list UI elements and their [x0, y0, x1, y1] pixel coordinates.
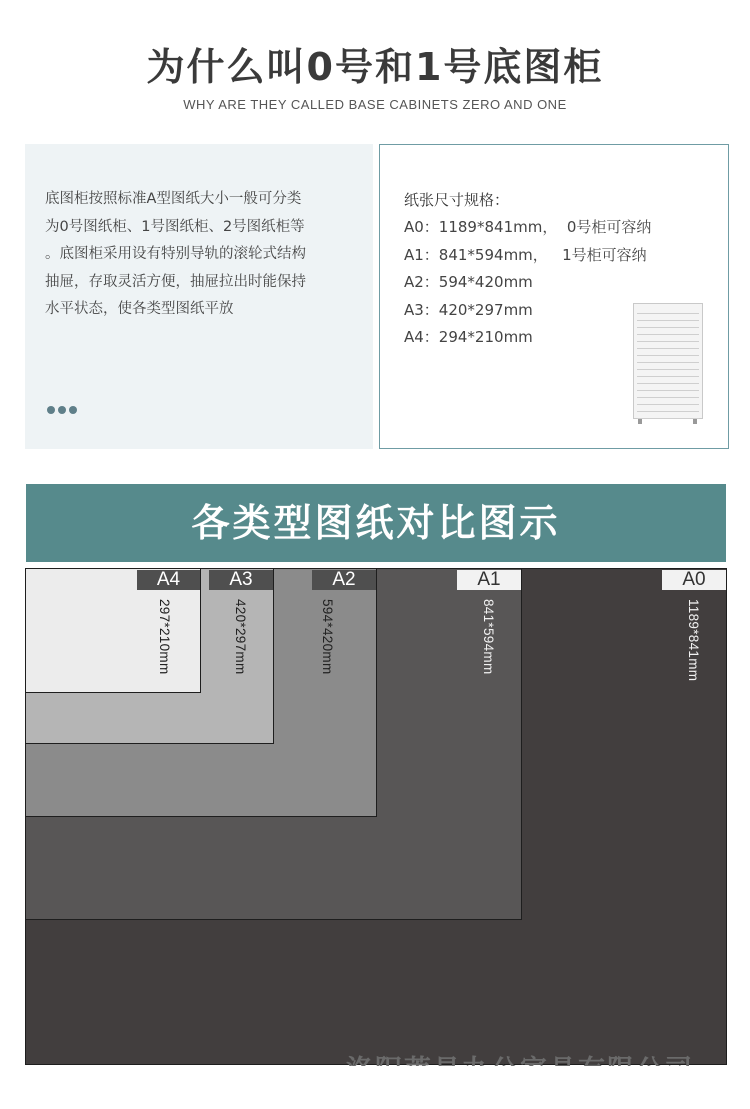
- intro-line: 。底图柜采用设有特别导轨的滚轮式结构: [45, 246, 306, 262]
- cabinet-drawer: [637, 392, 699, 398]
- cabinet-drawer: [637, 357, 699, 363]
- cabinet-leg: [638, 419, 642, 424]
- dot-icon: [47, 406, 55, 414]
- sheet-a1-label: A1: [457, 570, 521, 590]
- drawing-cabinet-image: [633, 303, 703, 425]
- spec-item-a1: A1：841*594mm， 1号柜可容纳: [404, 245, 647, 264]
- sheet-a2-label: A2: [312, 570, 376, 590]
- cabinet-drawer: [637, 329, 699, 335]
- cabinet-drawer: [637, 315, 699, 321]
- cabinet-drawer: [637, 350, 699, 356]
- intro-line: 底图柜按照标准A型图纸大小一般可分类: [45, 191, 302, 207]
- cabinet-drawer: [637, 322, 699, 328]
- sheet-a2-dimensions: 594*420mm: [320, 599, 335, 675]
- intro-description: [45, 186, 357, 324]
- intro-line: 抽屉，存取灵活方便，抽屉拉出时能保持: [45, 273, 306, 290]
- cabinet-drawer: [637, 371, 699, 377]
- dot-icon: [58, 406, 66, 414]
- sheet-a0-label: A0: [662, 570, 726, 590]
- cabinet-leg: [693, 419, 697, 424]
- cabinet-drawer: [637, 399, 699, 405]
- spec-panel: [379, 144, 729, 449]
- sheet-a1-dimensions: 841*594mm: [481, 599, 496, 675]
- spec-title: 纸张尺寸规格：: [404, 191, 510, 209]
- cabinet-drawer: [637, 413, 699, 419]
- spec-item-a0: A0：1189*841mm， 0号柜可容纳: [404, 218, 652, 236]
- cabinet-drawer: [637, 378, 699, 384]
- intro-line: 为0号图纸柜、1号图纸柜、2号图纸柜等: [45, 218, 305, 235]
- page-title: 为什么叫0号和1号底图柜: [146, 45, 604, 89]
- dot-icon: [69, 406, 77, 414]
- intro-line: 水平状态，使各类型图纸平放: [45, 301, 234, 317]
- spec-item-a2: A2：594*420mm: [404, 273, 533, 291]
- cabinet-drawer: [637, 343, 699, 349]
- more-dots-icon: [47, 406, 77, 414]
- sheet-a4: [25, 568, 201, 693]
- cabinet-drawer: [637, 308, 699, 314]
- sheet-a0-dimensions: 1189*841mm: [686, 599, 701, 682]
- sheet-a3-label: A3: [209, 570, 273, 590]
- sheet-a4-dimensions: 297*210mm: [157, 599, 172, 675]
- cabinet-drawer: [637, 406, 699, 412]
- cabinet-drawer: [637, 336, 699, 342]
- page-subtitle: WHY ARE THEY CALLED BASE CABINETS ZERO AND ONE: [183, 97, 567, 112]
- comparison-banner: [26, 484, 726, 562]
- banner-title: 各类型图纸对比图示: [191, 501, 561, 545]
- page-bottom-margin: [0, 1066, 750, 1109]
- paper-size-comparison: [25, 568, 727, 1065]
- sheet-a3-dimensions: 420*297mm: [233, 599, 248, 675]
- spec-item-a4: A4：294*210mm: [404, 328, 533, 346]
- sheet-a4-label: A4: [137, 570, 200, 590]
- cabinet-drawer: [637, 364, 699, 370]
- intro-panel: [25, 144, 373, 449]
- cabinet-drawer: [637, 385, 699, 391]
- spec-list: [404, 214, 651, 352]
- cabinet-body: [633, 303, 703, 419]
- spec-item-a3: A3：420*297mm: [404, 300, 533, 319]
